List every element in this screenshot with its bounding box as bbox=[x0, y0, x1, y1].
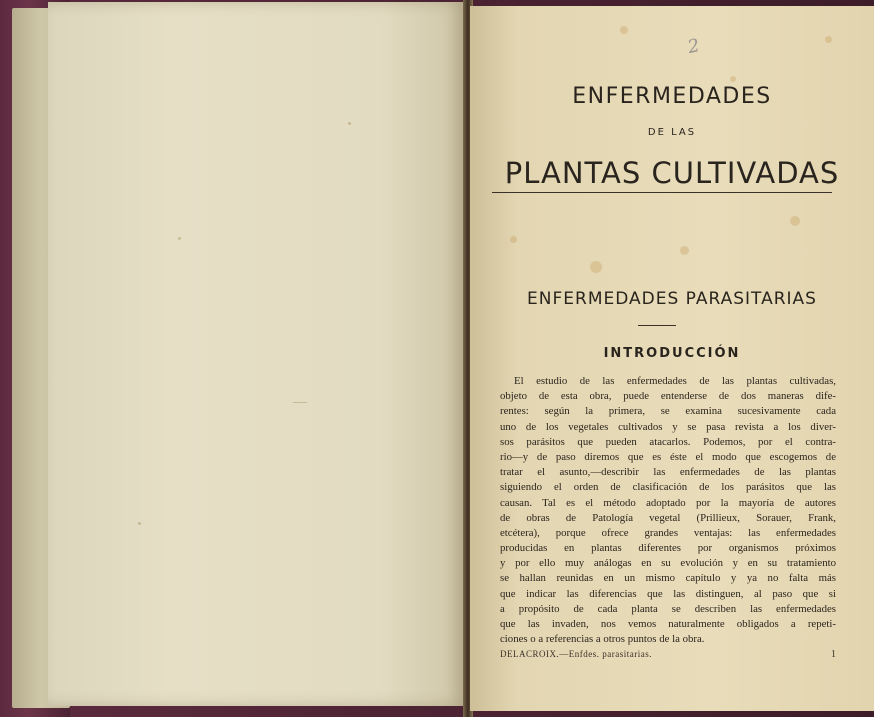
text-line: El estudio de las enfermedades de las plantas cultivadas, bbox=[514, 375, 836, 387]
title-page bbox=[470, 6, 874, 711]
paper-speck bbox=[293, 402, 307, 403]
text-line: ciones o a referencias a otros puntos de la obra. bbox=[500, 633, 705, 646]
text-line: que indicar las diferencias que las distinguen, al paso que si bbox=[500, 587, 836, 600]
section-title: ENFERMEDADES PARASITARIAS bbox=[527, 289, 817, 309]
text-line: se hallan reunidas en un mismo capítulo y ya no falta más bbox=[500, 572, 836, 585]
text-line: etcétera), porque ofrece grandes ventajas: las enfermedades bbox=[500, 526, 836, 539]
foxing-spot bbox=[730, 76, 736, 82]
foxing-spot bbox=[590, 261, 602, 273]
foxing-spot bbox=[510, 236, 517, 243]
foxing-spot bbox=[825, 36, 832, 43]
page-footer bbox=[500, 649, 836, 663]
paper-speck bbox=[178, 237, 181, 240]
introduction-paragraph bbox=[500, 374, 836, 647]
title-rule bbox=[492, 192, 832, 193]
text-line: y por ello muy análogas en su evolución y en su tratamiento bbox=[500, 557, 836, 570]
paper-speck bbox=[138, 522, 141, 525]
foxing-spot bbox=[680, 246, 689, 255]
paper-speck bbox=[348, 122, 351, 125]
page-number: 1 bbox=[831, 649, 836, 660]
book-title-large: PLANTAS CULTIVADAS bbox=[504, 156, 840, 190]
text-line: que las invaden, nos vemos naturalmente obligados a repeti- bbox=[500, 618, 836, 630]
foxing-spot bbox=[790, 216, 800, 226]
text-line: producidas en plantas diferentes por organismos próximos bbox=[500, 542, 836, 555]
text-line: rio—y de paso diremos que es éste el modo que escogemos de bbox=[500, 450, 836, 463]
section-rule bbox=[638, 325, 676, 326]
left-blank-page bbox=[48, 2, 464, 706]
text-line: a propósito de cada planta se describen las enfermedades bbox=[500, 602, 836, 615]
text-line: objeto de esta obra, puede entenderse de dos maneras dife- bbox=[500, 390, 836, 403]
book-title-connector: DE LAS bbox=[647, 127, 697, 138]
pencil-mark: 2 bbox=[685, 35, 702, 58]
text-line: uno de los vegetales cultivados y se pasa revista a los diver- bbox=[500, 420, 836, 433]
footer-signature: DELACROIX.—Enfdes. parasitarias. bbox=[500, 649, 652, 659]
text-line: siguiendo el orden de clasificación de los parásitos que las bbox=[500, 481, 836, 494]
text-line: causan. Tal es el método adoptado por la mayoría de autores bbox=[500, 496, 836, 509]
foxing-spot bbox=[620, 26, 628, 34]
book-title-main: ENFERMEDADES bbox=[572, 84, 772, 109]
text-line: tratar el asunto,—describir las enfermedades de las plantas bbox=[500, 466, 836, 479]
text-line: rentes: según la primera, se examina sucesivamente cada bbox=[500, 405, 836, 418]
text-line: sos parásitos que pueden atacarlos. Podemos, por el contra- bbox=[500, 435, 836, 448]
introduction-heading: INTRODUCCIÓN bbox=[603, 346, 741, 361]
text-line: de obras de Patología vegetal (Prillieux, Sorauer, Frank, bbox=[500, 511, 836, 524]
